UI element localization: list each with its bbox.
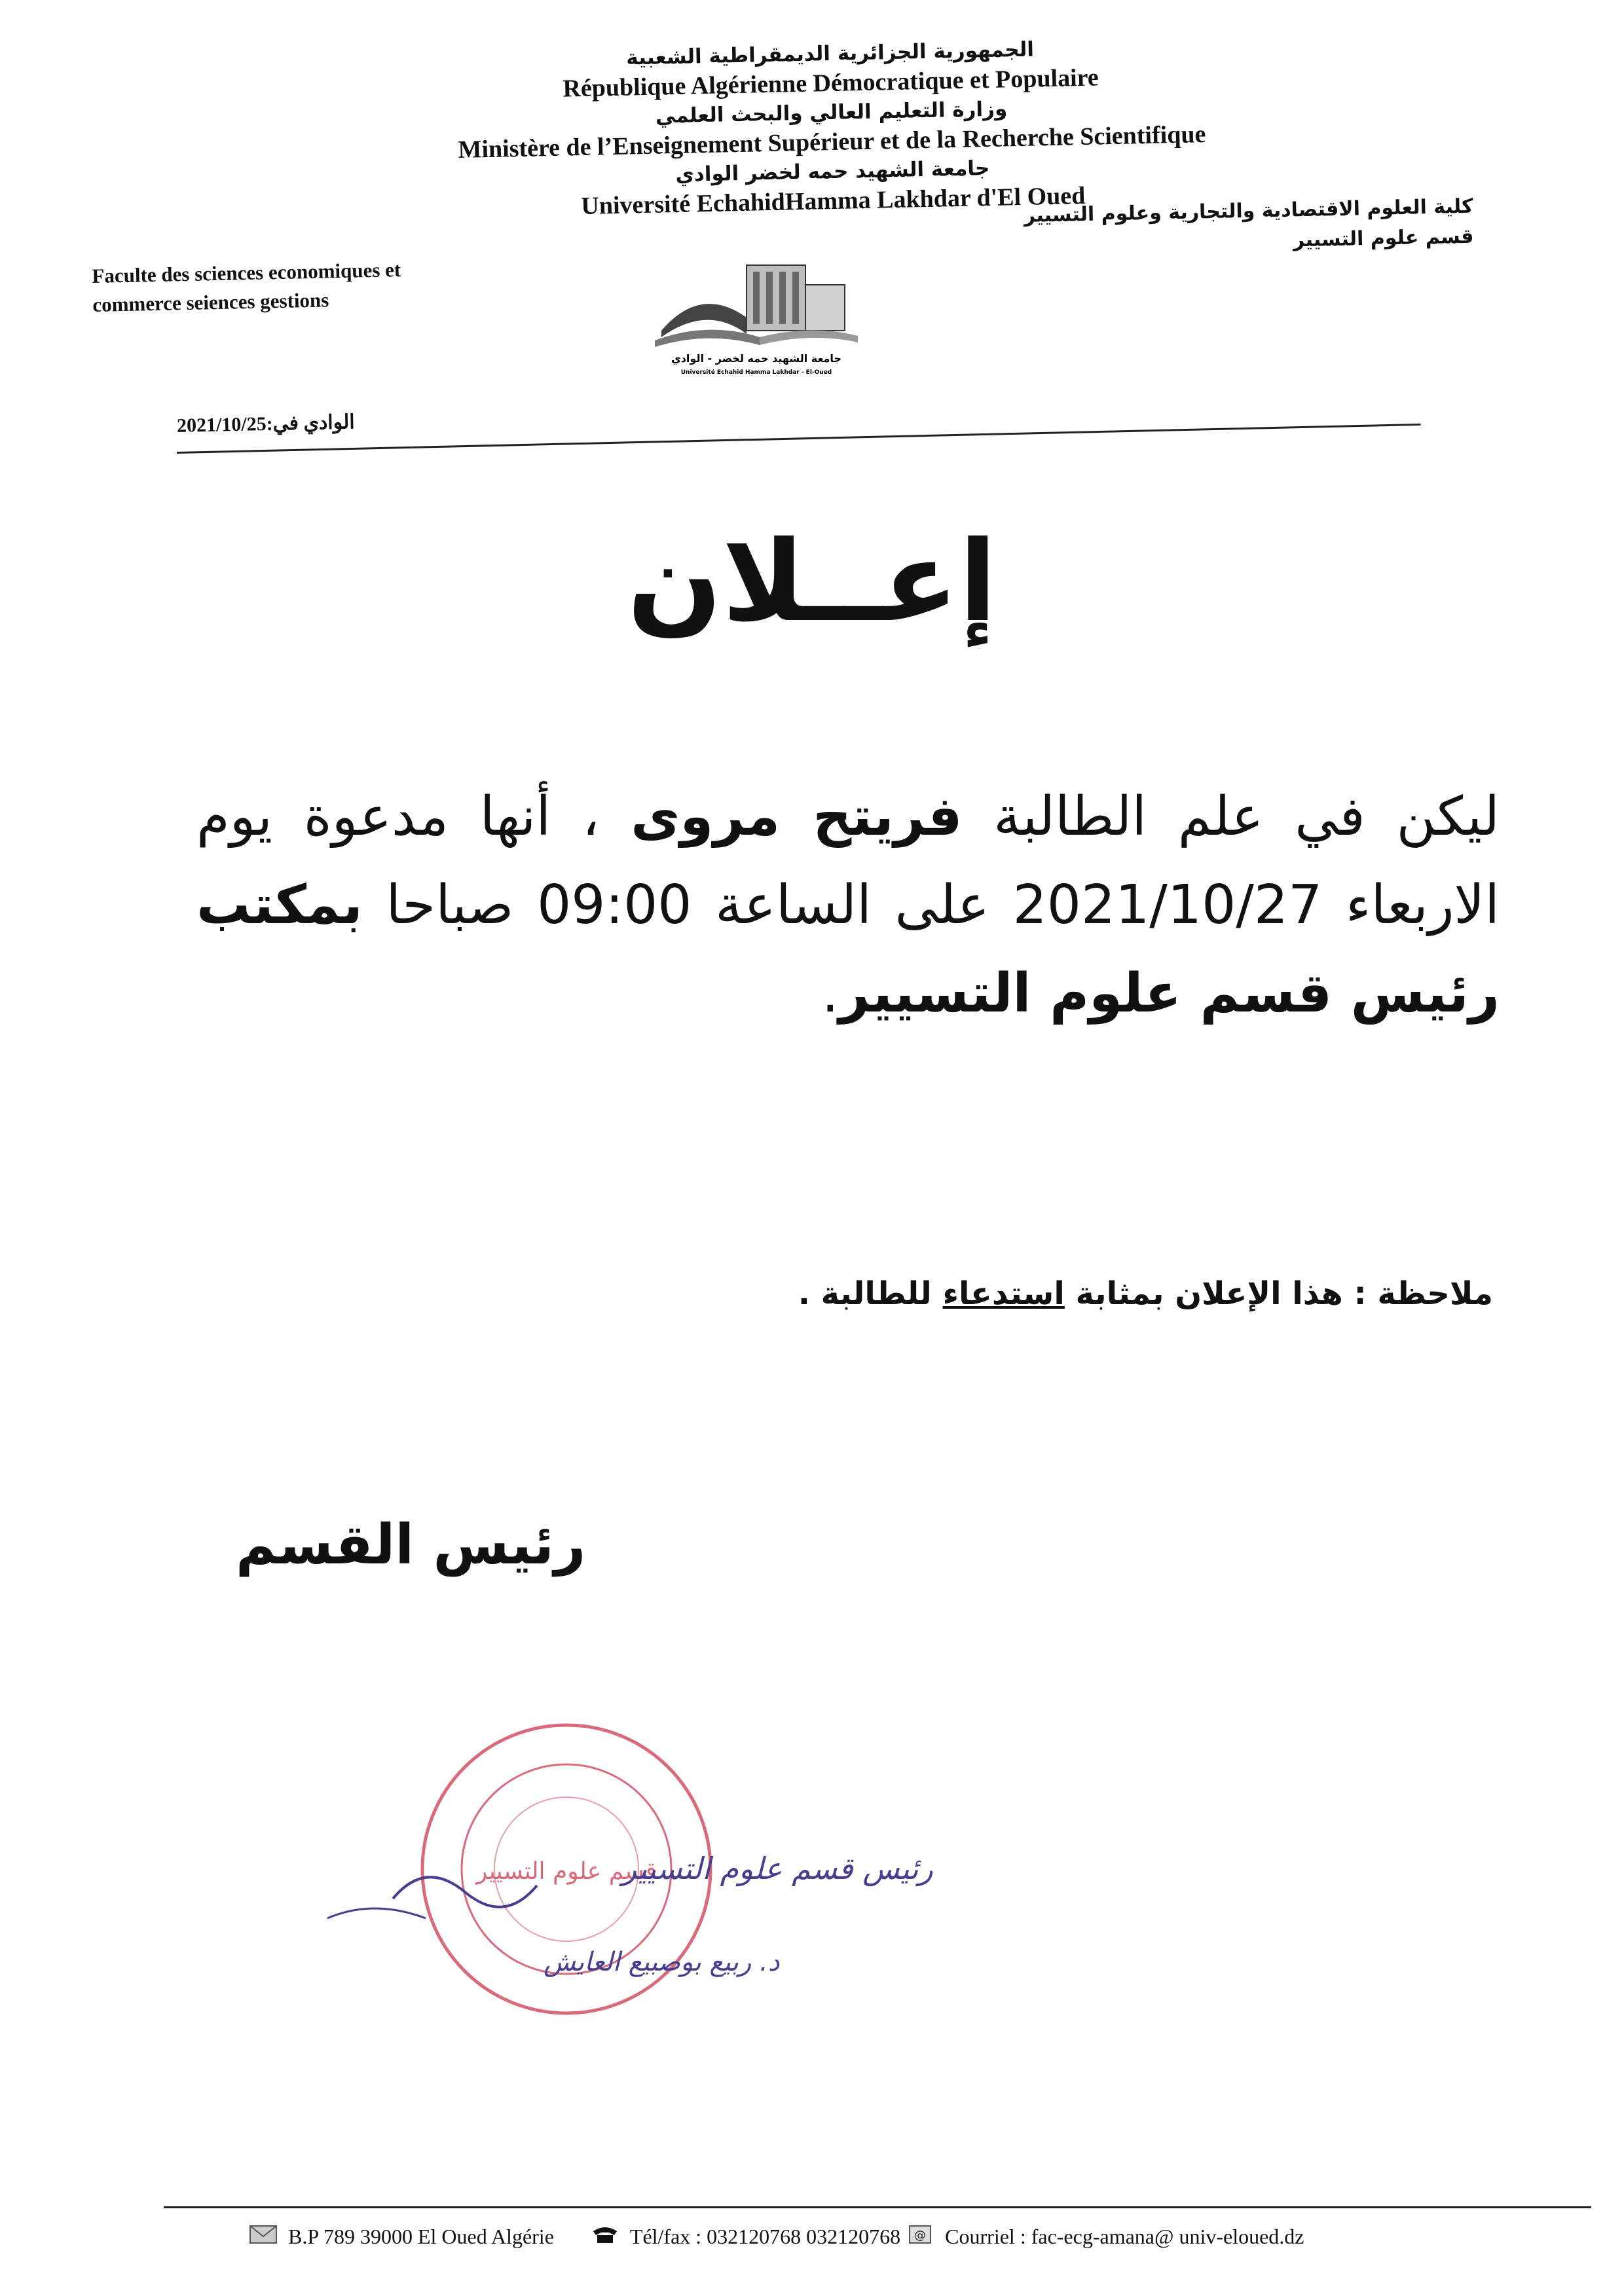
header-institution	[365, 29, 1298, 226]
republic-fr: République Algérienne Démocratique et Populaire	[563, 64, 1099, 103]
body-part1: ليكن في علم الطالبة	[962, 786, 1500, 848]
university-ar: جامعة الشهيد حمه لخضر الوادي	[675, 156, 990, 187]
footer-address: B.P 789 39000 El Oued Algérie	[288, 2225, 554, 2249]
note-prefix: ملاحظة : هذا الإعلان بمثابة	[1064, 1275, 1493, 1312]
note-keyword: استدعاء	[942, 1275, 1065, 1312]
at-icon	[906, 2225, 940, 2250]
faculty-ar: كلية العلوم الاقتصادية والتجارية وعلوم التسيير	[1024, 194, 1473, 228]
department-ar: قسم علوم التسيير	[1293, 225, 1474, 252]
department-head-title: رئيس القسم	[236, 1512, 586, 1576]
republic-ar: الجمهورية الجزائرية الديمقراطية الشعبية	[625, 37, 1035, 70]
sig-line2: د. ربيع بوصبيع العايش	[544, 1947, 780, 1977]
body-part2: ، أنها مدعوة يوم الاربعاء 2021/10/27 على الساعة 09:00 صباحا	[196, 786, 1500, 936]
handwritten-signature	[229, 1820, 933, 2016]
phone-icon	[591, 2225, 625, 2250]
footer-phone: Tél/fax : 032120768 032120768	[629, 2225, 901, 2249]
faculty-fr-line2: commerce seiences gestions	[92, 288, 329, 316]
announcement-body	[196, 773, 1500, 1038]
ministry-fr: Ministère de l’Enseignement Supérieur et de la Recherche Scientifique	[458, 120, 1206, 164]
note	[576, 1270, 1493, 1317]
stamp-text: قسم علوم التسيير	[476, 1858, 657, 1885]
footer-rule	[164, 2206, 1591, 2208]
header-rule	[177, 424, 1421, 454]
faculty-fr-block	[92, 253, 512, 319]
ministry-ar: وزارة التعليم العالي والبحث العلمي	[655, 97, 1008, 128]
faculty-fr-line1: Faculte des sciences economiques et	[92, 258, 401, 287]
university-fr: Université EchahidHamma Lakhdar d'El Oued	[580, 181, 1086, 221]
announcement-title: إعــلان	[627, 517, 997, 647]
svg-text:@: @	[914, 2228, 927, 2242]
date-label: الوادي في:	[266, 411, 355, 435]
university-logo	[648, 259, 864, 376]
body-end: .	[821, 962, 839, 1025]
date-line	[177, 410, 355, 437]
logo-text-ar: جامعة الشهيد حمه لخضر - الوادي	[671, 352, 841, 365]
meeting-location: بمكتب رئيس قسم علوم التسيير	[196, 874, 1500, 1025]
faculty-ar-block	[1014, 192, 1474, 262]
student-name: فريتح مروى	[631, 786, 963, 848]
note-suffix: للطالبة .	[798, 1275, 943, 1312]
date-value: 2021/10/25	[176, 412, 267, 437]
sig-line1: رئيس قسم علوم التسيير	[622, 1851, 933, 1886]
footer	[249, 2223, 1559, 2250]
logo-text-fr: Université Echahid Hamma Lakhdar - El-Oued	[680, 369, 832, 376]
footer-email: Courriel : fac-ecg-amana@ univ-eloued.dz	[945, 2225, 1304, 2249]
mail-icon	[249, 2225, 283, 2250]
